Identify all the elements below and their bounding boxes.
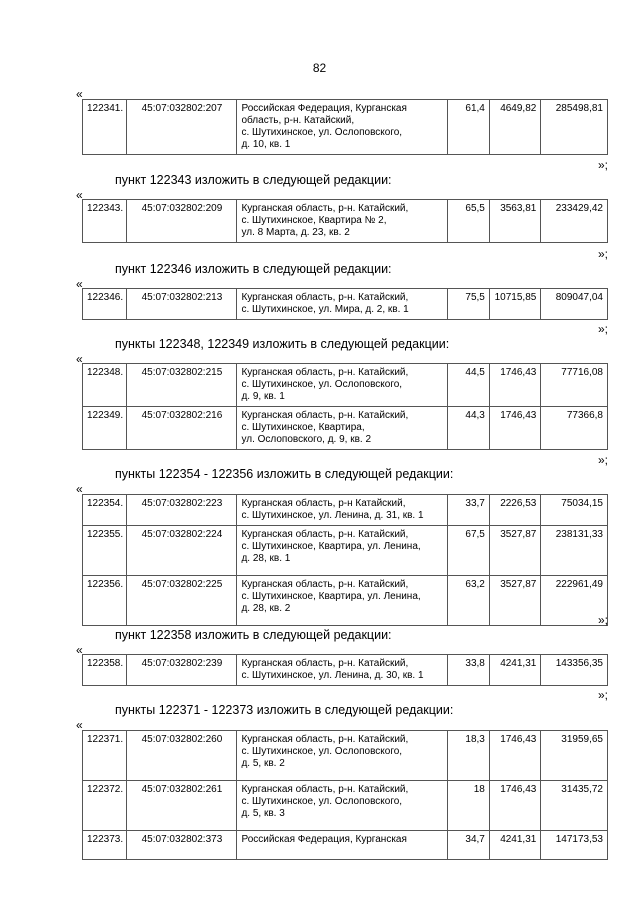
address-cell — [237, 495, 448, 526]
item-number: 122341. — [83, 100, 127, 155]
area-cell: 63,2 — [448, 576, 489, 626]
cadastral-number: 45:07:032802:223 — [127, 495, 237, 526]
cadastral-number: 45:07:032802:213 — [127, 289, 237, 320]
address-line: с. Шутихинское, ул. Мира, д. 2, кв. 1 — [241, 304, 409, 315]
address-line: д. 9, кв. 1 — [241, 391, 285, 402]
page-number: 82 — [312, 61, 327, 75]
address-cell — [237, 831, 448, 860]
address-cell — [237, 781, 448, 831]
table-row — [83, 100, 608, 155]
item-number: 122354. — [83, 495, 127, 526]
registry-table — [82, 199, 608, 243]
address-cell — [237, 407, 448, 450]
value-cell: 31959,65 — [541, 731, 608, 781]
address-line: д. 5, кв. 3 — [241, 808, 285, 819]
address-line: с. Шутихинское, Квартира, ул. Ленина, — [241, 591, 421, 602]
address-cell — [237, 731, 448, 781]
price-cell: 3563,81 — [489, 200, 540, 243]
item-number: 122343. — [83, 200, 127, 243]
address-cell — [237, 526, 448, 576]
cadastral-number: 45:07:032802:209 — [127, 200, 237, 243]
price-cell: 1746,43 — [489, 781, 540, 831]
area-cell: 67,5 — [448, 526, 489, 576]
value-cell: 77716,08 — [541, 364, 608, 407]
address-line: с. Шутихинское, ул. Ослоповского, — [241, 796, 403, 807]
table-row — [83, 200, 608, 243]
amendment-heading: пункты 122348, 122349 изложить в следующей редакции: — [115, 337, 450, 351]
cadastral-number: 45:07:032802:260 — [127, 731, 237, 781]
closing-quote: »; — [598, 247, 609, 261]
address-line: Российская Федерация, Курганская — [241, 834, 407, 845]
address-cell — [237, 655, 448, 686]
item-number: 122348. — [83, 364, 127, 407]
address-line: Курганская область, р-н. Катайский, — [241, 410, 409, 421]
closing-quote: »; — [598, 453, 609, 467]
price-cell: 4649,82 — [489, 100, 540, 155]
table-row — [83, 289, 608, 320]
cadastral-number: 45:07:032802:373 — [127, 831, 237, 860]
area-cell: 18,3 — [448, 731, 489, 781]
price-cell: 2226,53 — [489, 495, 540, 526]
value-cell: 31435,72 — [541, 781, 608, 831]
area-cell: 65,5 — [448, 200, 489, 243]
cadastral-number: 45:07:032802:215 — [127, 364, 237, 407]
address-line: Курганская область, р-н. Катайский, — [241, 203, 409, 214]
address-line: Курганская область, р-н. Катайский, — [241, 734, 409, 745]
amendment-heading: пункт 122343 изложить в следующей редакции: — [115, 173, 392, 187]
address-cell — [237, 200, 448, 243]
item-number: 122346. — [83, 289, 127, 320]
cadastral-number: 45:07:032802:225 — [127, 576, 237, 626]
opening-quote: « — [76, 352, 83, 366]
opening-quote: « — [76, 643, 83, 657]
registry-table — [82, 494, 608, 626]
cadastral-number: 45:07:032802:216 — [127, 407, 237, 450]
amendment-heading: пункт 122346 изложить в следующей редакции: — [115, 262, 392, 276]
table-row — [83, 576, 608, 626]
address-cell — [237, 364, 448, 407]
table-row — [83, 831, 608, 860]
address-line: с. Шутихинское, ул. Ослоповского, — [241, 127, 403, 138]
item-number: 122355. — [83, 526, 127, 576]
item-number: 122349. — [83, 407, 127, 450]
cadastral-number: 45:07:032802:207 — [127, 100, 237, 155]
address-line: д. 5, кв. 2 — [241, 758, 285, 769]
table-row — [83, 526, 608, 576]
address-cell — [237, 100, 448, 155]
address-line: Курганская область, р-н Катайский, — [241, 498, 406, 509]
amendment-heading: пункты 122354 - 122356 изложить в следующей редакции: — [115, 467, 454, 481]
table-row — [83, 495, 608, 526]
item-number: 122356. — [83, 576, 127, 626]
closing-quote: »; — [598, 322, 609, 336]
address-line: с. Шутихинское, ул. Ленина, д. 31, кв. 1 — [241, 510, 424, 521]
value-cell: 147173,53 — [541, 831, 608, 860]
table-row — [83, 364, 608, 407]
item-number: 122371. — [83, 731, 127, 781]
value-cell: 143356,35 — [541, 655, 608, 686]
closing-quote: »; — [598, 688, 609, 702]
amendment-heading: пункт 122358 изложить в следующей редакции: — [115, 628, 392, 642]
area-cell: 18 — [448, 781, 489, 831]
address-line: область, р-н. Катайский, — [241, 115, 355, 126]
address-cell — [237, 576, 448, 626]
value-cell: 809047,04 — [541, 289, 608, 320]
address-line: Курганская область, р-н. Катайский, — [241, 292, 409, 303]
address-line: с. Шутихинское, ул. Ленина, д. 30, кв. 1 — [241, 670, 424, 681]
address-line: ул. 8 Марта, д. 23, кв. 2 — [241, 227, 350, 238]
address-cell — [237, 289, 448, 320]
opening-quote: « — [76, 87, 83, 101]
opening-quote: « — [76, 277, 83, 291]
opening-quote: « — [76, 188, 83, 202]
registry-table — [82, 363, 608, 450]
registry-table — [82, 730, 608, 860]
opening-quote: « — [76, 482, 83, 496]
address-line: ул. Ослоповского, д. 9, кв. 2 — [241, 434, 372, 445]
table-row — [83, 781, 608, 831]
area-cell: 44,3 — [448, 407, 489, 450]
address-line: Курганская область, р-н. Катайский, — [241, 579, 409, 590]
table-row — [83, 407, 608, 450]
area-cell: 34,7 — [448, 831, 489, 860]
address-line: Курганская область, р-н. Катайский, — [241, 529, 409, 540]
registry-table — [82, 288, 608, 320]
item-number: 122373. — [83, 831, 127, 860]
price-cell: 4241,31 — [489, 831, 540, 860]
area-cell: 33,8 — [448, 655, 489, 686]
table-row — [83, 731, 608, 781]
price-cell: 3527,87 — [489, 576, 540, 626]
price-cell: 3527,87 — [489, 526, 540, 576]
address-line: Курганская область, р-н. Катайский, — [241, 784, 409, 795]
address-line: с. Шутихинское, ул. Ослоповского, — [241, 746, 403, 757]
area-cell: 33,7 — [448, 495, 489, 526]
value-cell: 238131,33 — [541, 526, 608, 576]
address-line: д. 28, кв. 1 — [241, 553, 291, 564]
address-line: д. 10, кв. 1 — [241, 139, 291, 150]
value-cell: 75034,15 — [541, 495, 608, 526]
cadastral-number: 45:07:032802:261 — [127, 781, 237, 831]
price-cell: 1746,43 — [489, 364, 540, 407]
address-line: д. 28, кв. 2 — [241, 603, 291, 614]
amendment-heading: пункты 122371 - 122373 изложить в следующей редакции: — [115, 703, 454, 717]
address-line: Курганская область, р-н. Катайский, — [241, 367, 409, 378]
price-cell: 1746,43 — [489, 731, 540, 781]
value-cell: 77366,8 — [541, 407, 608, 450]
address-line: с. Шутихинское, Квартира, ул. Ленина, — [241, 541, 421, 552]
address-line: Курганская область, р-н. Катайский, — [241, 658, 409, 669]
price-cell: 1746,43 — [489, 407, 540, 450]
item-number: 122358. — [83, 655, 127, 686]
area-cell: 61,4 — [448, 100, 489, 155]
cadastral-number: 45:07:032802:239 — [127, 655, 237, 686]
closing-quote: »; — [598, 158, 609, 172]
opening-quote: « — [76, 718, 83, 732]
registry-table — [82, 654, 608, 686]
cadastral-number: 45:07:032802:224 — [127, 526, 237, 576]
table-row — [83, 655, 608, 686]
item-number: 122372. — [83, 781, 127, 831]
address-line: Российская Федерация, Курганская — [241, 103, 407, 114]
price-cell: 10715,85 — [489, 289, 540, 320]
value-cell: 222961,49 — [541, 576, 608, 626]
price-cell: 4241,31 — [489, 655, 540, 686]
value-cell: 233429,42 — [541, 200, 608, 243]
address-line: с. Шутихинское, ул. Ослоповского, — [241, 379, 403, 390]
value-cell: 285498,81 — [541, 100, 608, 155]
area-cell: 75,5 — [448, 289, 489, 320]
closing-quote: »; — [598, 613, 609, 627]
address-line: с. Шутихинское, Квартира, — [241, 422, 365, 433]
address-line: с. Шутихинское, Квартира № 2, — [241, 215, 387, 226]
area-cell: 44,5 — [448, 364, 489, 407]
registry-table — [82, 99, 608, 155]
